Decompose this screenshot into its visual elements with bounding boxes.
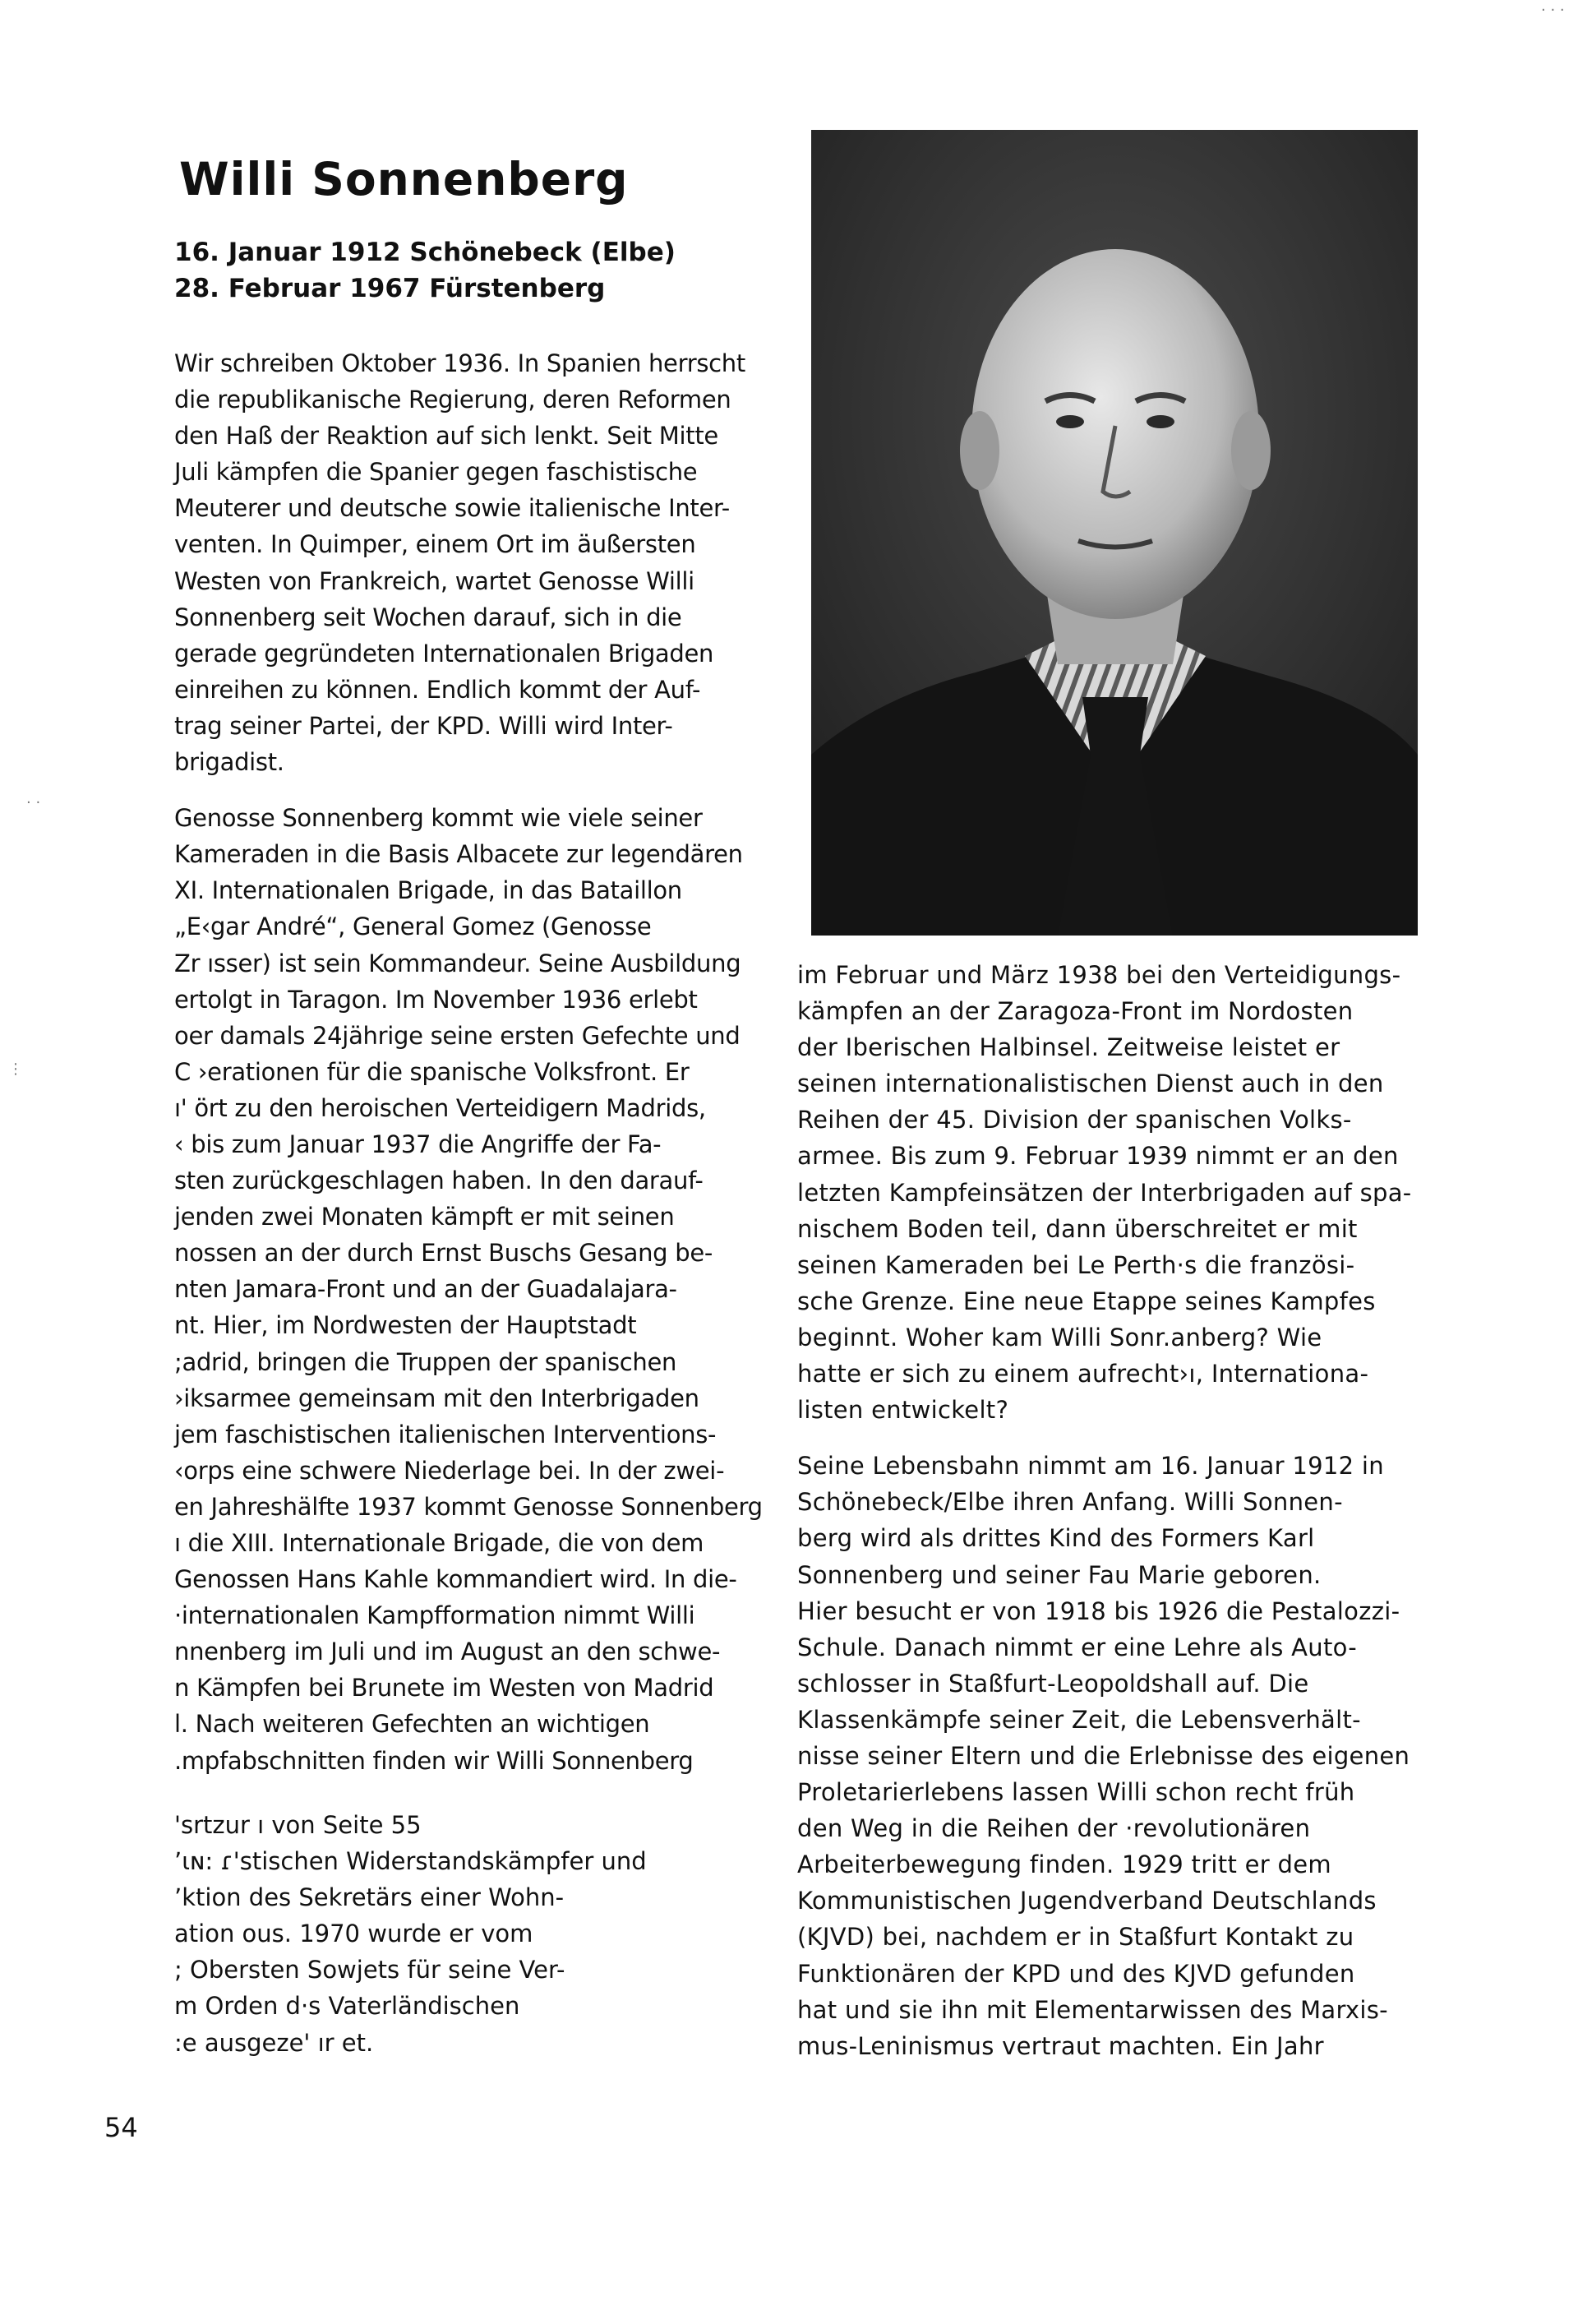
text-line: brigadist. — [174, 748, 284, 777]
text-line: Schönebeck/Elbe ihren Anfang. Willi Sonnen- — [797, 1488, 1343, 1517]
text-line: ;adrid, bringen die Truppen der spanischen — [174, 1347, 677, 1376]
text-line: nossen an der durch Ernst Buschs Gesang be- — [174, 1239, 713, 1268]
text-line: ; Obersten Sowjets für seine Ver- — [174, 1956, 565, 1984]
text-line: Genosse Sonnenberg kommt wie viele seiner — [174, 804, 703, 833]
text-line: Zr ısser) ist sein Kommandeur. Seine Ausbildung — [174, 949, 741, 977]
text-line: Kameraden in die Basis Albacete zur legendären — [174, 840, 743, 869]
text-line: nt. Hier, im Nordwesten der Hauptstadt — [174, 1311, 637, 1340]
text-line: 'srtzur ı von Seite 55 — [174, 1811, 422, 1839]
text-line: Proletarierlebens lassen Willi schon recht früh — [797, 1778, 1355, 1807]
text-line: nisse seiner Eltern und die Erlebnisse des eigenen — [797, 1741, 1410, 1770]
text-line: sche Grenze. Eine neue Etappe seines Kampfes — [797, 1287, 1376, 1315]
text-line: C ›erationen für die spanische Volksfront. Er — [174, 1057, 690, 1086]
text-line: XI. Internationalen Brigade, in das Bataillon — [174, 876, 682, 905]
text-line: hat und sie ihn mit Elementarwissen des Marxis- — [797, 1995, 1388, 2024]
page-title: Willi Sonnenberg — [179, 153, 629, 206]
scan-mark: · · — [26, 794, 41, 811]
text-line: jenden zwei Monaten kämpft er mit seinen — [174, 1203, 675, 1231]
text-line: Sonnenberg seit Wochen darauf, sich in die — [174, 603, 682, 631]
text-line: ›iksarmee gemeinsam mit den Interbrigaden — [174, 1384, 699, 1412]
text-line: kämpfen an der Zaragoza-Front im Nordosten — [797, 997, 1354, 1026]
text-line: Wir schreiben Oktober 1936. In Spanien herrscht — [174, 349, 745, 377]
text-line: en Jahreshälfte 1937 kommt Genosse Sonnenberg — [174, 1492, 763, 1521]
text-line: Meuterer und deutsche sowie italienische Inter- — [174, 494, 730, 523]
scan-mark: · · · — [1541, 2, 1565, 19]
death-date: 28. Februar 1967 Fürstenberg — [174, 274, 606, 303]
text-line: listen entwickelt? — [797, 1396, 1009, 1425]
text-line: gerade gegründeten Internationalen Brigaden — [174, 639, 714, 668]
right-text-column — [797, 957, 1463, 2064]
text-line: seinen internationalistischen Dienst auch in den — [797, 1070, 1384, 1098]
text-line: Kommunistischen Jugendverband Deutschlands — [797, 1887, 1377, 1915]
text-line: ı' ört zu den heroischen Verteidigern Madrids, — [174, 1093, 706, 1122]
text-line: die republikanische Regierung, deren Reformen — [174, 386, 731, 414]
text-line: ‹ bis zum Januar 1937 die Angriffe der Fa- — [174, 1130, 662, 1158]
text-line: Genossen Hans Kahle kommandiert wird. In die- — [174, 1565, 737, 1594]
text-line: ʼktion des Sekretärs einer Wohn- — [174, 1883, 565, 1912]
text-line: Hier besucht er von 1918 bis 1926 die Pestalozzi- — [797, 1596, 1400, 1625]
text-line: .mpfabschnitten finden wir Willi Sonnenberg — [174, 1746, 694, 1775]
text-line: einreihen zu können. Endlich kommt der Auf- — [174, 675, 701, 704]
text-line: Sonnenberg und seiner Fau Marie geboren. — [797, 1560, 1322, 1589]
portrait-image — [811, 130, 1418, 936]
text-line: armee. Bis zum 9. Februar 1939 nimmt er an den — [797, 1142, 1399, 1171]
text-line: ·internationalen Kampfformation nimmt Willi — [174, 1601, 695, 1630]
text-line: schlosser in Staßfurt-Leopoldshall auf. Die — [797, 1669, 1309, 1698]
text-line: letzten Kampfeinsätzen der Interbrigaden auf spa- — [797, 1178, 1412, 1207]
text-line: n Kämpfen bei Brunete im Westen von Madrid — [174, 1674, 714, 1703]
text-line: im Februar und März 1938 bei den Verteidigungs- — [797, 961, 1401, 989]
text-line: seinen Kameraden bei Le Perth·s die französi- — [797, 1250, 1355, 1279]
text-line: (KJVD) bei, nachdem er in Staßfurt Kontakt zu — [797, 1923, 1354, 1952]
text-line: Klassenkämpfe seiner Zeit, die Lebensverhält- — [797, 1705, 1361, 1734]
text-line: ation ous. 1970 wurde er vom — [174, 1920, 533, 1948]
text-line: Seine Lebensbahn nimmt am 16. Januar 1912 in — [797, 1452, 1384, 1481]
text-line: jem faschistischen italienischen Interventions- — [174, 1420, 717, 1448]
text-line: mus-Leninismus vertraut machten. Ein Jahr — [797, 2031, 1324, 2060]
continuation-note — [174, 1807, 750, 2061]
life-dates — [174, 234, 676, 307]
text-line: trag seiner Partei, der KPD. Willi wird Inter- — [174, 711, 673, 740]
paragraph-gap — [174, 780, 750, 800]
left-text-column — [174, 345, 763, 1779]
text-line: ‹orps eine schwere Niederlage bei. In der zwei- — [174, 1456, 725, 1485]
text-line: :e ausgeze' ır et. — [174, 2028, 374, 2057]
text-line: der Iberischen Halbinsel. Zeitweise leistet er — [797, 1033, 1340, 1062]
text-line: nten Jamara-Front und an der Guadalajara- — [174, 1275, 677, 1304]
text-line: Arbeiterbewegung finden. 1929 tritt er dem — [797, 1850, 1331, 1879]
birth-date: 16. Januar 1912 Schönebeck (Elbe) — [174, 238, 676, 267]
page-number: 54 — [104, 2112, 138, 2143]
text-line: l. Nach weiteren Gefechten an wichtigen — [174, 1710, 650, 1739]
text-line: ertolgt in Taragon. Im November 1936 erlebt — [174, 985, 698, 1014]
scan-mark: ⋮ — [8, 1060, 23, 1078]
text-line: m Orden d·s Vaterländischen — [174, 1992, 520, 2021]
text-line: Reihen der 45. Division der spanischen Volks- — [797, 1106, 1352, 1134]
text-line: oer damals 24jährige seine ersten Gefechte und — [174, 1021, 741, 1050]
text-line: Westen von Frankreich, wartet Genosse Willi — [174, 566, 694, 595]
text-line: Juli kämpfen die Spanier gegen faschistische — [174, 458, 698, 487]
text-line: venten. In Quimper, einem Ort im äußersten — [174, 530, 696, 559]
portrait-photo — [811, 130, 1418, 936]
text-line: beginnt. Woher kam Willi Sonr.anberg? Wie — [797, 1323, 1322, 1351]
text-line: Schule. Danach nimmt er eine Lehre als Auto- — [797, 1633, 1357, 1661]
text-line: hatte er sich zu einem aufrecht›ı, Internationa- — [797, 1360, 1369, 1388]
paragraph-gap — [797, 1428, 1463, 1448]
text-line: den Haß der Reaktion auf sich lenkt. Seit Mitte — [174, 422, 718, 450]
text-line: berg wird als drittes Kind des Formers Karl — [797, 1524, 1315, 1553]
text-line: sten zurückgeschlagen haben. In den darauf- — [174, 1167, 704, 1195]
text-line: ʼɩɴ: ɾ'stischen Widerstandskämpfer und — [174, 1847, 647, 1876]
text-line: nischem Boden teil, dann überschreitet er mit — [797, 1214, 1358, 1243]
text-line: ı die XIII. Internationale Brigade, die von dem — [174, 1529, 704, 1557]
text-line: Funktionären der KPD und des KJVD gefunden — [797, 1959, 1355, 1988]
text-line: nnenberg im Juli und im August an den schwe- — [174, 1638, 721, 1666]
text-line: „E‹gar André“, General Gomez (Genosse — [174, 913, 652, 941]
text-line: den Weg in die Reihen der ·revolutionären — [797, 1814, 1311, 1843]
